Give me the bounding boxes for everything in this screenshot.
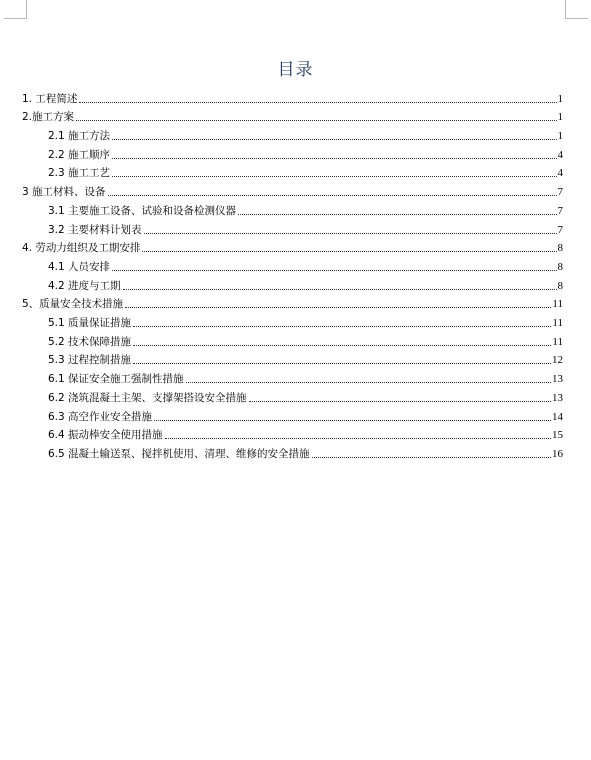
toc-dot-leader [133, 362, 551, 364]
toc-entry-label: 2.3 施工工艺 [48, 167, 111, 180]
toc-dot-leader [312, 456, 551, 458]
toc-entry-label: 3.1 主要施工设备、试验和设备检测仪器 [48, 204, 237, 217]
toc-dot-leader [112, 157, 556, 159]
toc-entry-page-number: 4 [557, 167, 563, 180]
toc-entry-page-number: 13 [552, 391, 563, 404]
toc-entry-page-number: 14 [552, 410, 563, 423]
toc-title: 目录 [277, 60, 314, 80]
toc-entry-label: 4. 劳动力组织及工期安排 [22, 242, 141, 255]
toc-entry-label: 6.2 浇筑混凝土主架、支撑架搭设安全措施 [48, 391, 247, 404]
toc-entry-label: 5.2 技术保障措施 [48, 335, 132, 348]
toc-entry-page-number: 8 [557, 242, 563, 255]
toc-entry-label: 2.施工方案 [22, 111, 75, 124]
toc-entry-page-number: 13 [552, 373, 563, 386]
toc-entry[interactable] [48, 404, 563, 423]
page-corner-mark-top-right [565, 0, 588, 19]
toc-dot-leader [133, 344, 551, 346]
toc-entry-label: 5、质量安全技术措施 [22, 298, 124, 311]
toc-entry[interactable] [48, 217, 563, 236]
toc-entry[interactable] [22, 180, 563, 199]
toc-entry-page-number: 8 [557, 260, 563, 273]
toc-entry-page-number: 11 [552, 298, 563, 311]
toc-entry[interactable] [48, 348, 563, 367]
toc-entry-label: 5.1 质量保证措施 [48, 317, 132, 330]
toc-entry-label: 5.3 过程控制措施 [48, 354, 132, 367]
toc-dot-leader [123, 288, 557, 290]
toc-dot-leader [79, 101, 556, 103]
toc-entry[interactable] [22, 236, 563, 255]
toc-entry-page-number: 7 [557, 223, 563, 236]
toc-entry[interactable] [48, 367, 563, 386]
toc-dot-leader [112, 138, 556, 140]
toc-dot-leader [186, 381, 551, 383]
toc-entry-page-number: 7 [557, 204, 563, 217]
toc-dot-leader [144, 232, 557, 234]
toc-entry[interactable] [48, 423, 563, 442]
toc-entry-page-number: 11 [552, 335, 563, 348]
toc-entry[interactable] [48, 441, 563, 460]
toc-dot-leader [154, 419, 551, 421]
toc-entry[interactable] [48, 254, 563, 273]
toc-dot-leader [108, 194, 557, 196]
toc-entry-label: 3.2 主要材料计划表 [48, 223, 142, 236]
toc-dot-leader [125, 306, 551, 308]
page-corner-mark-top-left [4, 0, 27, 19]
toc-entry-label: 2.1 施工方法 [48, 130, 111, 143]
toc-entry-page-number: 7 [557, 186, 563, 199]
toc-entry-page-number: 11 [552, 317, 563, 330]
toc-entry[interactable] [48, 198, 563, 217]
toc-entry[interactable] [22, 292, 563, 311]
toc-dot-leader [165, 437, 551, 439]
toc-dot-leader [112, 269, 556, 271]
toc-dot-leader [249, 400, 551, 402]
toc-entry-page-number: 1 [557, 130, 563, 143]
toc-entry-label: 6.1 保证安全施工强制性措施 [48, 373, 184, 386]
toc-entry-label: 3 施工材料、设备 [22, 186, 106, 199]
toc-entry[interactable] [22, 105, 563, 124]
toc-entry-page-number: 12 [552, 354, 563, 367]
toc-entry[interactable] [48, 273, 563, 292]
toc-dot-leader [142, 250, 556, 252]
toc-entry-label: 6.3 高空作业安全措施 [48, 410, 153, 423]
toc-entry[interactable] [48, 142, 563, 161]
toc-entry[interactable] [22, 86, 563, 105]
toc-dot-leader [238, 213, 556, 215]
toc-entry-label: 6.4 振动棒安全使用措施 [48, 429, 163, 442]
toc-dot-leader [133, 325, 551, 327]
toc-entry[interactable] [48, 123, 563, 142]
toc-entry-label: 4.2 进度与工期 [48, 279, 121, 292]
toc-entry-page-number: 1 [557, 111, 563, 124]
toc-dot-leader [76, 119, 556, 121]
toc-entry-page-number: 16 [552, 447, 563, 460]
toc-entry-page-number: 1 [557, 92, 563, 105]
toc-entry-page-number: 4 [557, 148, 563, 161]
toc-entry[interactable] [48, 329, 563, 348]
toc-entry[interactable] [48, 385, 563, 404]
toc-entry[interactable] [48, 161, 563, 180]
toc-dot-leader [112, 175, 556, 177]
toc-entry-label: 6.5 混凝土输送泵、搅拌机使用、清理、维修的安全措施 [48, 447, 310, 460]
toc-entry-label: 1. 工程简述 [22, 92, 78, 105]
toc-entry-page-number: 15 [552, 429, 563, 442]
toc-entry-label: 4.1 人员安排 [48, 260, 111, 273]
toc-entry[interactable] [48, 310, 563, 329]
toc-entry-page-number: 8 [557, 279, 563, 292]
toc-entry-label: 2.2 施工顺序 [48, 148, 111, 161]
